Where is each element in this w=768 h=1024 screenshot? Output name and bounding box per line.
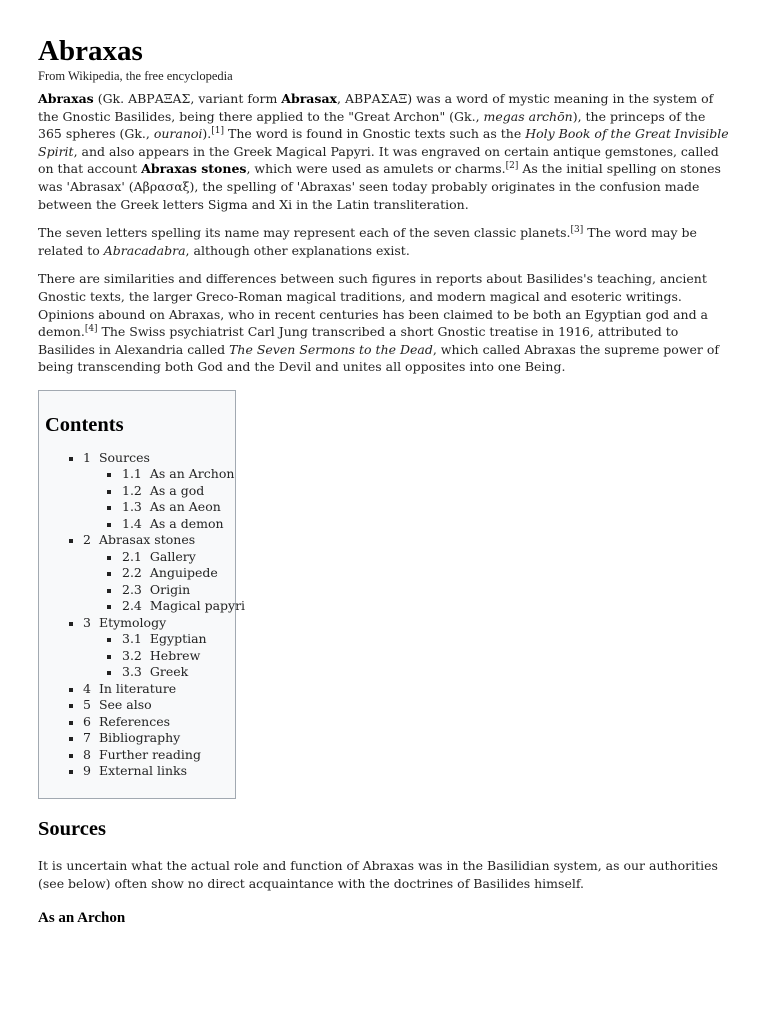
- toc-subitem[interactable]: [83, 483, 229, 500]
- toc-sublist: [83, 466, 235, 532]
- bullet-icon: [107, 572, 111, 576]
- toc-item[interactable]: [45, 714, 229, 731]
- toc-number: 1.2: [122, 482, 142, 498]
- toc-item[interactable]: [45, 697, 229, 714]
- bullet-icon: [107, 605, 111, 609]
- toc-item[interactable]: [45, 730, 229, 747]
- toc-number: 3.1: [122, 631, 142, 647]
- toc-label: Abrasax stones: [98, 532, 196, 548]
- bullet-icon: [107, 506, 111, 510]
- toc-number: 1.3: [122, 499, 142, 515]
- toc-number: 1.1: [122, 466, 142, 482]
- bullet-icon: [107, 490, 111, 494]
- toc-label: Greek: [149, 664, 189, 680]
- toc-subitem[interactable]: [83, 549, 229, 566]
- toc-item[interactable]: [45, 615, 229, 681]
- bullet-icon: [69, 457, 73, 461]
- toc-label: As a demon: [149, 515, 224, 531]
- toc-subitem[interactable]: [83, 516, 229, 533]
- toc-item[interactable]: [45, 747, 229, 764]
- citation-2[interactable]: [2]: [505, 161, 519, 172]
- toc-number: 2.3: [122, 581, 142, 597]
- toc-number: 5: [83, 697, 91, 713]
- bullet-icon: [69, 622, 73, 626]
- toc-subitem[interactable]: [83, 466, 235, 483]
- intro-paragraph-3: There are similarities and differences between such figures in reports about Basilides's teaching, ancient Gnostic texts, the larger Greco-Roman magical traditions, and modern magical and esoteric writings. Opinions abound on Abraxas, who in recent centuries has been claimed to be both an Egyptian god and a demon.[4] The Swiss psychiatrist Carl Jung transcribed a short Gnostic treatise in 1916, attributed to Basilides in Alexandria called The Seven Sermons to the Dead, which called Abraxas the supreme power of being transcending both God and the Devil and unites all opposites into one Being.: [38, 271, 719, 375]
- toc-number: 7: [83, 730, 91, 746]
- citation-1[interactable]: [1]: [211, 126, 225, 137]
- toc-label: Further reading: [98, 746, 201, 762]
- toc-subitem[interactable]: [83, 631, 229, 648]
- bullet-icon: [69, 704, 73, 708]
- bullet-icon: [69, 754, 73, 758]
- toc-sublist: [83, 631, 229, 681]
- term-abrasax: Abrasax: [281, 91, 337, 106]
- toc-item[interactable]: [45, 532, 246, 615]
- bullet-icon: [107, 589, 111, 593]
- bullet-icon: [69, 770, 73, 774]
- toc-number: 6: [83, 713, 91, 729]
- toc-sublist: [83, 548, 246, 615]
- toc-number: 9: [83, 763, 91, 779]
- toc-number: 4: [83, 680, 91, 696]
- section-heading-sources: Sources: [38, 817, 106, 840]
- bullet-icon: [107, 473, 111, 477]
- toc-number: 1: [83, 449, 91, 465]
- toc-label: Hebrew: [149, 647, 201, 663]
- toc-label: Egyptian: [149, 631, 207, 647]
- bullet-icon: [69, 539, 73, 543]
- bullet-icon: [107, 671, 111, 675]
- bullet-icon: [69, 688, 73, 692]
- subsection-heading-archon: As an Archon: [38, 910, 126, 927]
- site-tagline: From Wikipedia, the free encyclopedia: [38, 69, 233, 83]
- citation-3[interactable]: [3]: [570, 225, 584, 235]
- table-of-contents: [38, 390, 246, 799]
- term-abraxas-stones: Abraxas stones: [141, 161, 247, 177]
- toc-item[interactable]: [45, 763, 229, 780]
- toc-list: [45, 449, 246, 780]
- toc-number: 1.4: [122, 515, 142, 531]
- toc-number: 3.2: [122, 647, 142, 663]
- bullet-icon: [107, 556, 111, 560]
- toc-label: Origin: [149, 581, 191, 597]
- toc-number: 2.1: [122, 548, 142, 564]
- toc-item[interactable]: [45, 449, 235, 533]
- intro-paragraph-1: Abraxas (Gk. ΑΒΡΑΞΑΣ, variant form Abrasax, ΑΒΡΑΣΑΞ) was a word of mystic meaning in the system of the Gnostic Basilides, being there applied to the "Great Archon" (Gk., megas archōn), the princeps of the 365 spheres (Gk., ouranoi).[1] The word is found in Gnostic texts such as the Holy Book of the Great Invisible Spirit, and also appears in the Greek Magical Papyri. It was engraved on certain antique gemstones, called on that account Abraxas stones, which were used as amulets or charms.[2] As the initial spelling on stones was 'Abrasax' (Αβρασαξ), the spelling of 'Abraxas' seen today probably originates in the confusion made between the Greek letters Sigma and Xi in the Latin transliteration.: [38, 91, 729, 212]
- toc-label: Sources: [98, 449, 150, 465]
- toc-label: As an Aeon: [149, 499, 221, 515]
- term-abraxas: Abraxas: [38, 91, 94, 106]
- toc-label: Gallery: [149, 548, 196, 564]
- toc-subitem[interactable]: [83, 565, 229, 582]
- bullet-icon: [69, 737, 73, 741]
- toc-number: 2.2: [122, 565, 142, 581]
- toc-number: 3.3: [122, 664, 142, 680]
- toc-label: External links: [98, 763, 188, 779]
- toc-subitem[interactable]: [83, 598, 246, 615]
- toc-subitem[interactable]: [83, 648, 229, 665]
- intro-paragraph-2: The seven letters spelling its name may represent each of the seven classic planets.[3] The word may be related to Abracadabra, although other explanations exist.: [38, 225, 697, 258]
- toc-subitem[interactable]: [83, 499, 229, 516]
- toc-label: See also: [98, 697, 152, 713]
- page-title: Abraxas: [38, 35, 143, 67]
- citation-4[interactable]: [4]: [84, 323, 98, 334]
- toc-number: 3: [83, 614, 91, 630]
- bullet-icon: [107, 655, 111, 659]
- toc-number: 2.4: [122, 598, 142, 614]
- toc-number: 8: [83, 746, 91, 762]
- toc-item[interactable]: [45, 681, 229, 698]
- toc-label: In literature: [98, 680, 177, 696]
- toc-subitem[interactable]: [83, 582, 229, 599]
- toc-title: Contents: [45, 413, 124, 436]
- sources-paragraph: It is uncertain what the actual role and function of Abraxas was in the Basilidian system, as our authorities (see below) often show no direct acquaintance with the doctrines of Basilides himself.: [38, 857, 718, 891]
- toc-subitem[interactable]: [83, 664, 229, 681]
- toc-label: Etymology: [98, 614, 167, 630]
- bullet-icon: [107, 638, 111, 642]
- toc-label: As an Archon: [149, 466, 235, 482]
- bullet-icon: [69, 721, 73, 725]
- toc-label: Magical papyri: [149, 598, 246, 614]
- toc-label: References: [98, 713, 171, 729]
- toc-label: Bibliography: [98, 730, 181, 746]
- toc-label: As a god: [149, 482, 205, 498]
- toc-label: Anguipede: [149, 565, 218, 581]
- bullet-icon: [107, 523, 111, 527]
- toc-number: 2: [83, 532, 91, 548]
